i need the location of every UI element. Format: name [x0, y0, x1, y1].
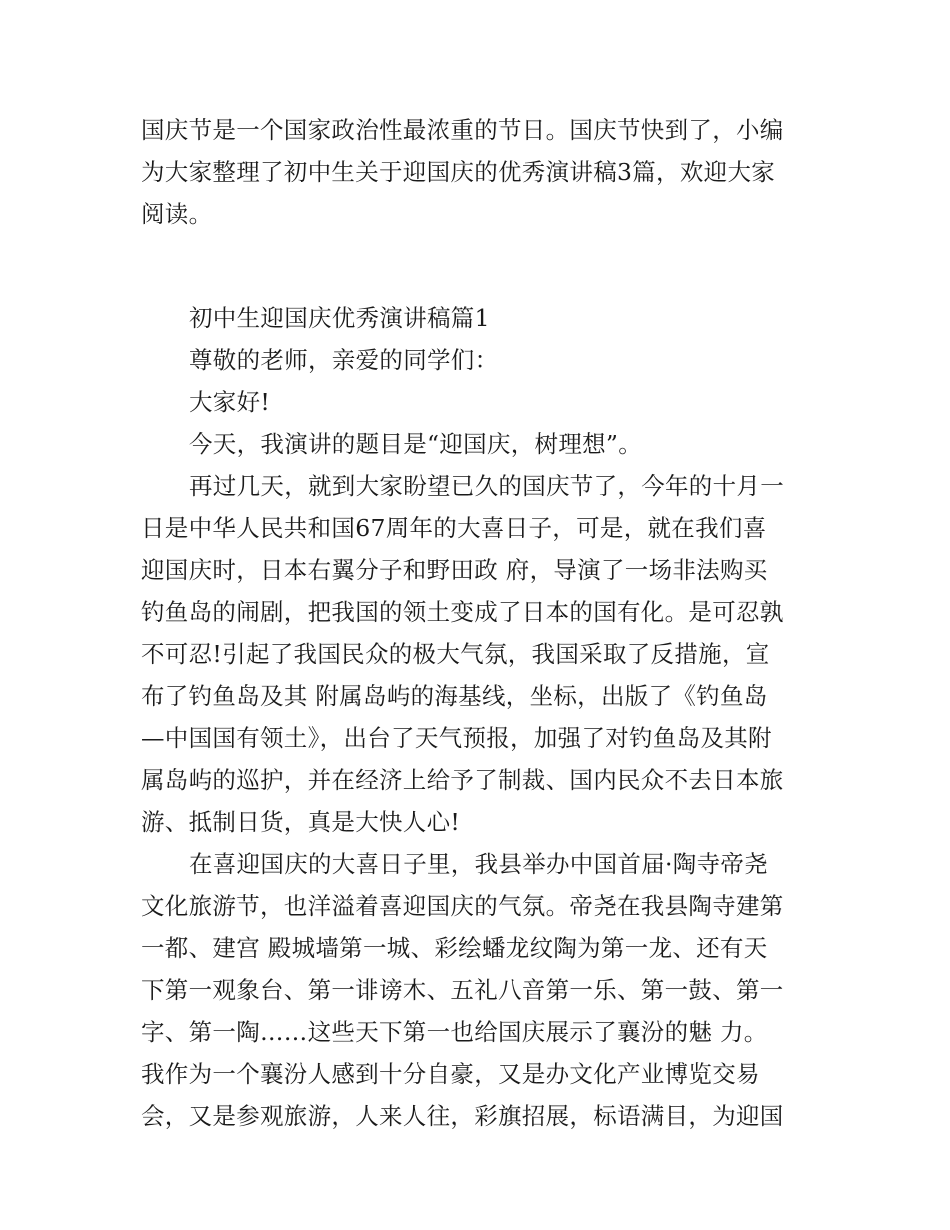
paragraph-line: 游、抵制日货，真是大快人心! — [141, 808, 461, 836]
paragraph-line: 会，又是参观旅游，人来人往，彩旗招展，标语满目，为迎国 — [141, 1102, 784, 1130]
paragraph-line: 一都、建宫 殿城墙第一城、彩绘蟠龙纹陶为第一龙、还有天 — [141, 934, 768, 962]
paragraph-line: 迎国庆时，日本右翼分子和野田政 府，导演了一场非法购买 — [141, 556, 768, 584]
paragraph-line: 文化旅游节，也洋溢着喜迎国庆的气氛。帝尧在我县陶寺建第 — [141, 892, 784, 920]
paragraph-line: 下第一观象台、第一诽谤木、五礼八音第一乐、第一鼓、第一 — [141, 976, 784, 1004]
section-gap — [141, 235, 813, 297]
intro-line: 为大家整理了初中生关于迎国庆的优秀演讲稿3篇，欢迎大家 — [141, 158, 776, 186]
paragraph-line: 再过几天，就到大家盼望已久的国庆节了，今年的十月一 — [189, 472, 784, 500]
intro-paragraph — [141, 109, 813, 235]
speech-title: 初中生迎国庆优秀演讲稿篇1 — [189, 304, 490, 332]
intro-line: 国庆节是一个国家政治性最浓重的节日。国庆节快到了，小编 — [141, 116, 784, 144]
paragraph-line: 我作为一个襄汾人感到十分自豪，又是办文化产业博览交易 — [141, 1060, 760, 1088]
speech-topic: 今天，我演讲的题目是“迎国庆，树理想”。 — [189, 430, 643, 458]
paragraph-line: 布了钓鱼岛及其 附属岛屿的海基线，坐标，出版了《钓鱼岛 — [141, 682, 768, 710]
speech-greeting: 大家好! — [189, 388, 271, 416]
speech-paragraph-2 — [141, 843, 813, 1137]
intro-line: 阅读。 — [141, 200, 213, 228]
paragraph-line: 不可忍!引起了我国民众的极大气氛，我国采取了反措施，宣 — [141, 640, 770, 668]
speech-salutation: 尊敬的老师，亲爱的同学们： — [189, 346, 499, 374]
speech-paragraph-1 — [141, 465, 813, 843]
paragraph-line: —中国国有领土》，出台了天气预报，加强了对钓鱼岛及其附 — [141, 724, 772, 752]
paragraph-line: 字、第一陶……这些天下第一也给国庆展示了襄汾的魅 力。 — [141, 1018, 768, 1046]
paragraph-line: 钓鱼岛的闹剧，把我国的领土变成了日本的国有化。是可忍孰 — [141, 598, 784, 626]
speech-section — [141, 297, 813, 1137]
document-page — [141, 109, 813, 1137]
paragraph-line: 日是中华人民共和国67周年的大喜日子，可是，就在我们喜 — [141, 514, 767, 542]
paragraph-line: 属岛屿的巡护，并在经济上给予了制裁、国内民众不去日本旅 — [141, 766, 784, 794]
paragraph-line: 在喜迎国庆的大喜日子里，我县举办中国首届·陶寺帝尧 — [189, 850, 768, 878]
